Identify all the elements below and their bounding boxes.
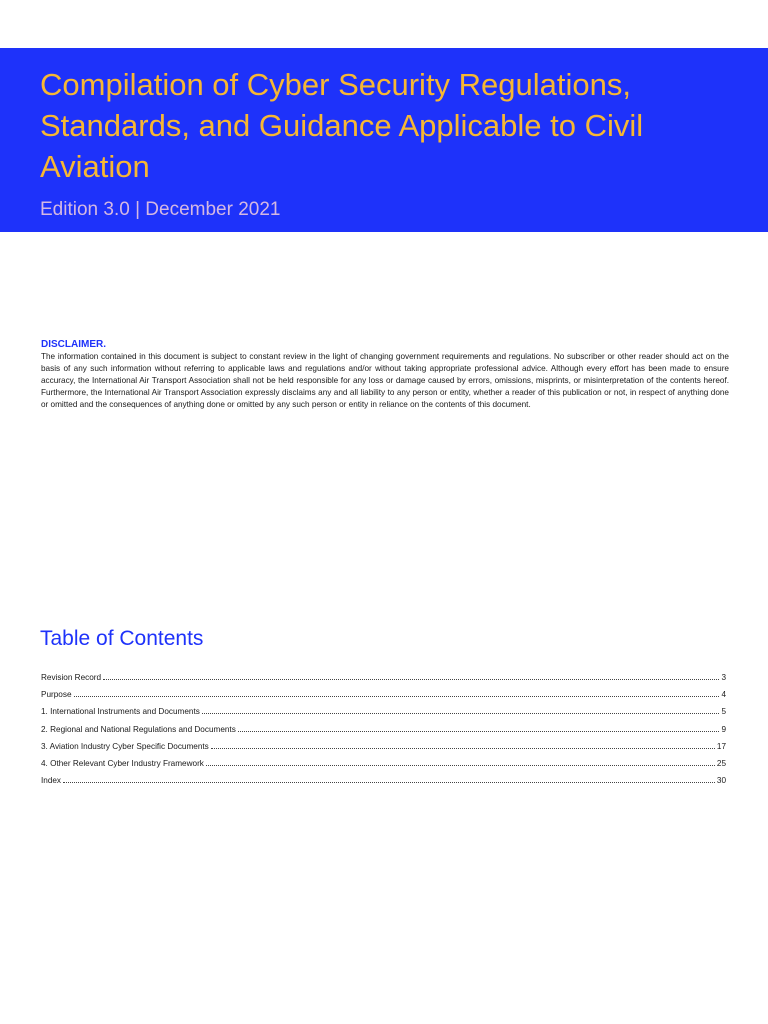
toc-entry-aviation-industry-cyber[interactable]: [41, 741, 726, 758]
toc-entry-other-cyber-framework[interactable]: [41, 758, 726, 775]
disclaimer-text: The information contained in this document is subject to constant review in the light of changing government requirements and regulations. No subscriber or other reader should act on the basis of any such information without referring to applicable laws and regulations and/or without taking appropriate professional advice. Although every effort has been made to ensure accuracy, the International Air Transport Association shall not be held responsible for any loss or damage caused by errors, omissions, misprints, or misinterpretation of the contents hereof. Furthermore, the International Air Transport Association expressly disclaims any and all liability to any person or entity, whether a reader of this publication or not, in respect of anything done or omitted and the consequences of anything done or omitted by any such person or entity in reliance on the contents of this document.: [41, 352, 729, 410]
toc-page-number: 4: [721, 690, 726, 700]
disclaimer-heading: DISCLAIMER.: [41, 339, 106, 350]
toc-page-number: 30: [716, 776, 726, 786]
toc-entry-revision-record[interactable]: [41, 672, 726, 689]
toc-entry-international-instruments[interactable]: [41, 706, 726, 723]
dot-leader: [211, 741, 715, 749]
dot-leader: [74, 689, 720, 697]
dot-leader: [103, 672, 719, 680]
toc-entry-label: 2. Regional and National Regulations and Documents: [41, 724, 236, 734]
toc-entry-label: Revision Record: [41, 673, 102, 682]
edition-subtitle: Edition 3.0 | December 2021: [40, 199, 281, 220]
toc-entry-label: Index: [41, 776, 62, 786]
document-title: Compilation of Cyber Security Regulations, Standards, and Guidance Applicable to Civil Aviation: [40, 67, 644, 184]
table-of-contents: [41, 672, 726, 792]
toc-page-number: 25: [716, 758, 726, 768]
dot-leader: [202, 706, 720, 714]
toc-page-number: 3: [721, 673, 726, 682]
toc-entry-label: 1. International Instruments and Documents: [41, 707, 200, 717]
toc-entry-label: 4. Other Relevant Cyber Industry Framework: [41, 758, 204, 768]
toc-entry-purpose[interactable]: [41, 689, 726, 706]
toc-entry-regional-national-regulations[interactable]: [41, 724, 726, 741]
dot-leader: [206, 758, 715, 766]
toc-title: Table of Contents: [40, 627, 204, 650]
toc-page-number: 9: [721, 724, 726, 734]
toc-entry-label: 3. Aviation Industry Cyber Specific Documents: [41, 741, 209, 751]
toc-entry-index[interactable]: [41, 775, 726, 792]
toc-entry-label: Purpose: [41, 690, 72, 700]
disclaimer-section: [41, 338, 729, 411]
dot-leader: [238, 724, 720, 732]
dot-leader: [63, 775, 715, 783]
toc-page-number: 17: [716, 741, 726, 751]
toc-page-number: 5: [721, 707, 726, 717]
